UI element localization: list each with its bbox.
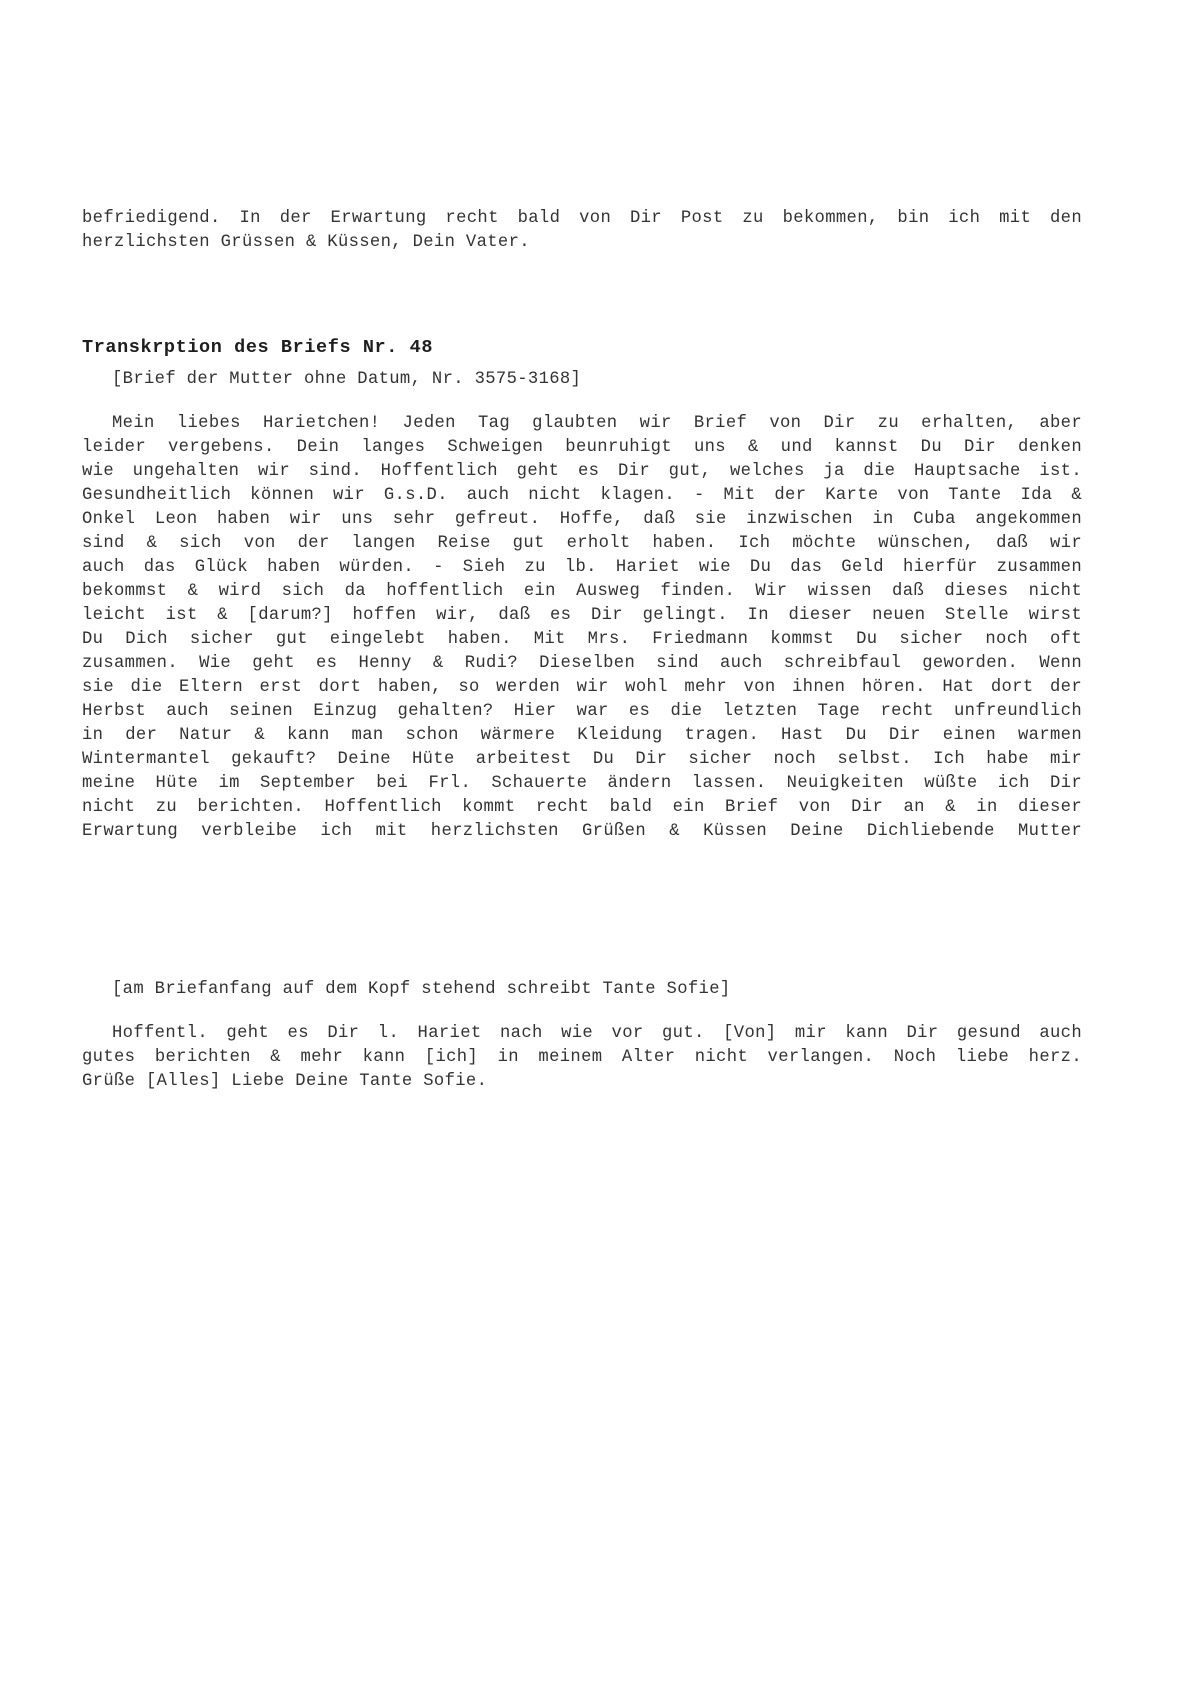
letter-line: auch das Glück haben würden. - Sieh zu lb. Hariet wie Du das Geld hierfür zusammen bbox=[82, 558, 1082, 577]
letter-line: Onkel Leon haben wir uns sehr gefreut. Hoffe, daß sie inzwischen in Cuba angekommen bbox=[82, 510, 1082, 529]
letter-line: in der Natur & kann man schon wärmere Kleidung tragen. Hast Du Dir einen warmen bbox=[82, 726, 1082, 745]
letter-line: bekommst & wird sich da hoffentlich ein Ausweg finden. Wir wissen daß dieses nicht bbox=[82, 582, 1082, 601]
letter-line: zusammen. Wie geht es Henny & Rudi? Dieselben sind auch schreibfaul geworden. Wenn bbox=[82, 654, 1082, 673]
letter-line: Erwartung verbleibe ich mit herzlichsten Grüßen & Küssen Deine Dichliebende Mutter bbox=[82, 822, 1082, 841]
letter-line: nicht zu berichten. Hoffentlich kommt recht bald ein Brief von Dir an & in dieser bbox=[82, 798, 1082, 817]
letter-line: meine Hüte im September bei Frl. Schauerte ändern lassen. Neuigkeiten wüßte ich Dir bbox=[82, 774, 1082, 793]
letter-line: Gesundheitlich können wir G.s.D. auch nicht klagen. - Mit der Karte von Tante Ida & bbox=[82, 486, 1082, 505]
letter-line: leider vergebens. Dein langes Schweigen beunruhigt uns & und kannst Du Dir denken bbox=[82, 438, 1082, 457]
previous-letter-line: befriedigend. In der Erwartung recht bald von Dir Post zu bekommen, bin ich mit den bbox=[82, 209, 1082, 228]
letter-line: Du Dich sicher gut eingelebt haben. Mit Mrs. Friedmann kommst Du sicher noch oft bbox=[82, 630, 1082, 649]
letter-line: Hoffentl. geht es Dir l. Hariet nach wie vor gut. [Von] mir kann Dir gesund auch bbox=[112, 1024, 1082, 1043]
letter-line: gutes berichten & mehr kann [ich] in meinem Alter nicht verlangen. Noch liebe herz. bbox=[82, 1048, 1082, 1067]
letter-line: sie die Eltern erst dort haben, so werden wir wohl mehr von ihnen hören. Hat dort der bbox=[82, 678, 1082, 697]
letter-line: leicht ist & [darum?] hoffen wir, daß es Dir gelingt. In dieser neuen Stelle wirst bbox=[82, 606, 1082, 625]
previous-letter-line: herzlichsten Grüssen & Küssen, Dein Vater. bbox=[82, 233, 530, 252]
source-note: [Brief der Mutter ohne Datum, Nr. 3575-3168] bbox=[112, 370, 582, 389]
letter-line: Herbst auch seinen Einzug gehalten? Hier war es die letzten Tage recht unfreundlich bbox=[82, 702, 1082, 721]
letter-line: wie ungehalten wir sind. Hoffentlich geht es Dir gut, welches ja die Hauptsache ist. bbox=[82, 462, 1082, 481]
section-title: Transkrption des Briefs Nr. 48 bbox=[82, 337, 434, 358]
letter-line: sind & sich von der langen Reise gut erholt haben. Ich möchte wünschen, daß wir bbox=[82, 534, 1082, 553]
letter-line: Wintermantel gekauft? Deine Hüte arbeitest Du Dir sicher noch selbst. Ich habe mir bbox=[82, 750, 1082, 769]
letter-line: Mein liebes Harietchen! Jeden Tag glaubten wir Brief von Dir zu erhalten, aber bbox=[112, 414, 1082, 433]
letter-line: Grüße [Alles] Liebe Deine Tante Sofie. bbox=[82, 1072, 488, 1091]
aunt-note: [am Briefanfang auf dem Kopf stehend schreibt Tante Sofie] bbox=[112, 980, 731, 999]
